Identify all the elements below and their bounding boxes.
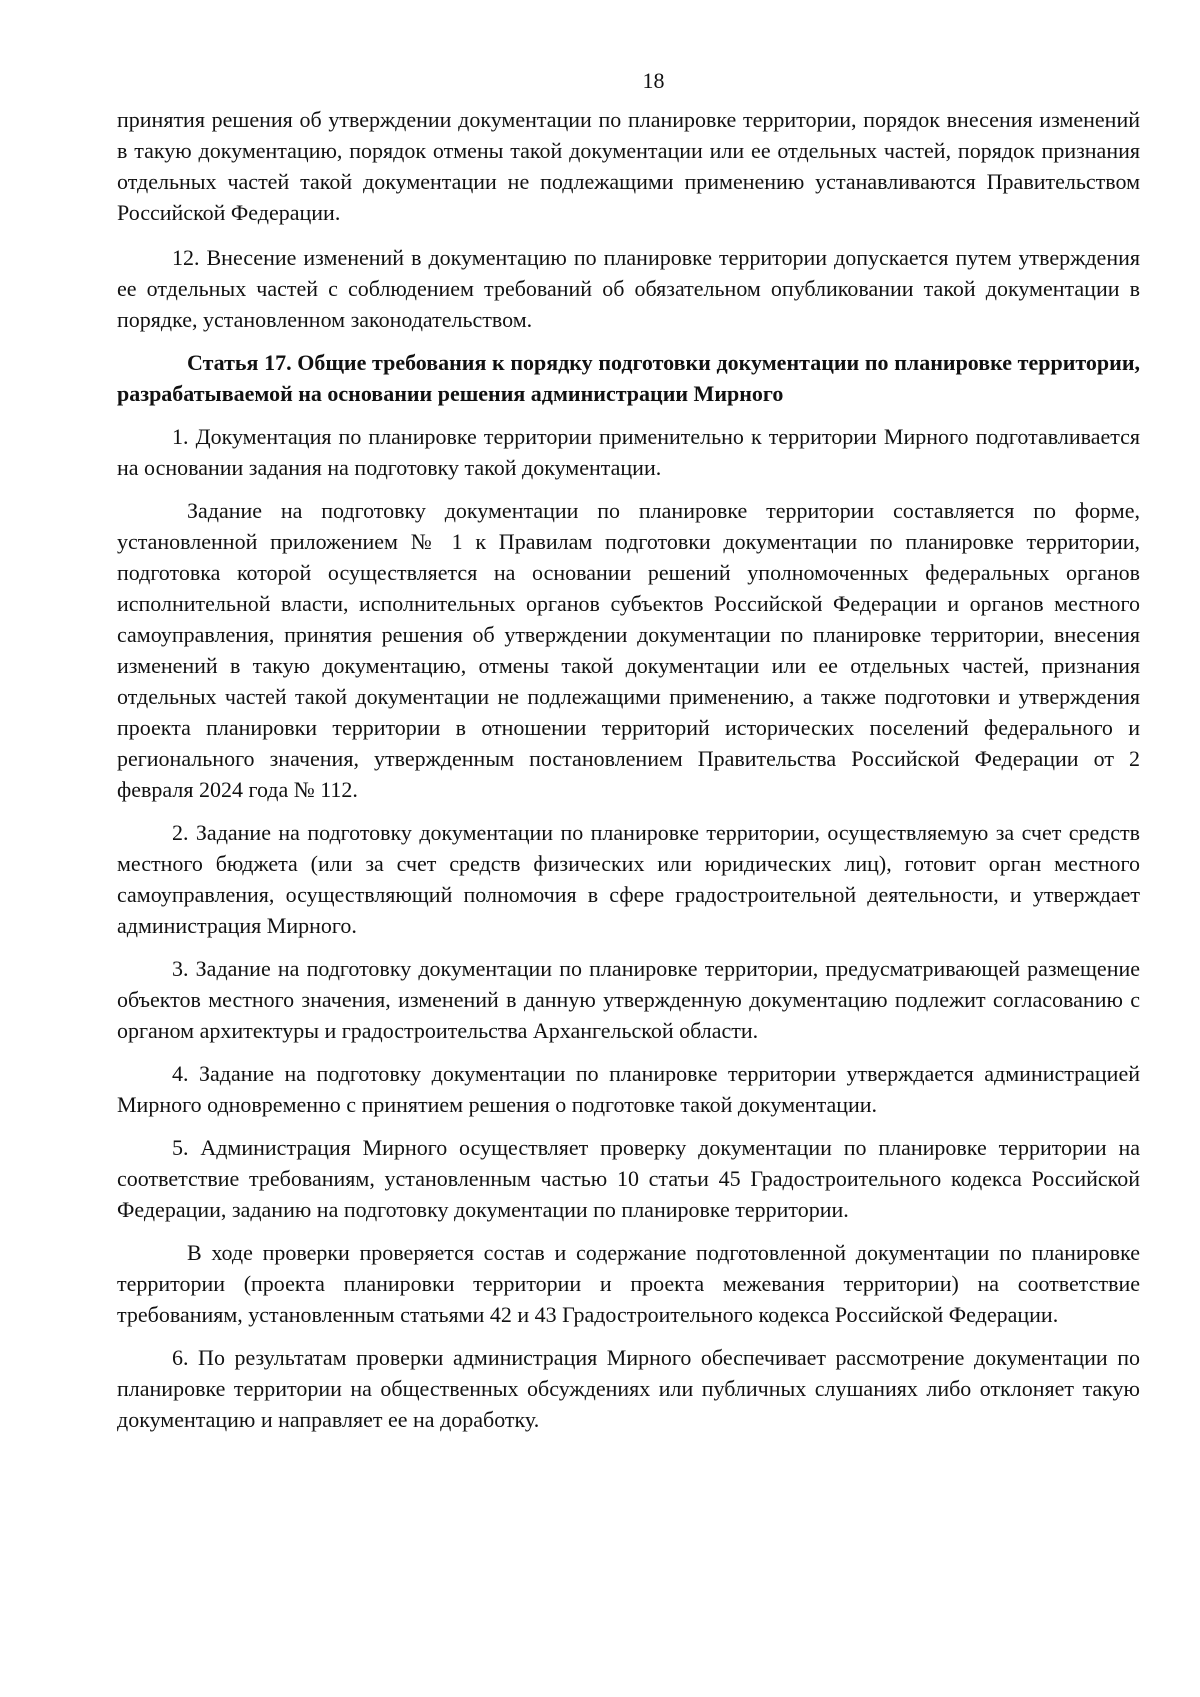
paragraph-2: 2. Задание на подготовку документации по планировке территории, осуществляемую за счет средств местного бюджета (или за счет средств физических или юридических лиц), готовит орган местного самоуправления, осуществляющий полномочия в сфере градостроительной деятельности, и утверждает администрация Мирного. [117, 820, 1140, 938]
paragraph-1-assignment-form: Задание на подготовку документации по планировке территории составляется по форме, установленной приложением № 1 к Правилам подготовки документации по планировке территории, подготовка которой осуществляется на основании решений уполномоченных федеральных органов исполнительной власти, исполнительных органов субъектов Российской Федерации и органов местного самоуправления, принятия решения об утверждении документации по планировке территории, внесения изменений в такую документацию, отмены такой документации или ее отдельных частей, признания отдельных частей такой документации не подлежащими применению, а также подготовки и утверждения проекта планировки территории в отношении территорий исторических поселений федерального и регионального значения, утвержденным постановлением Правительства Российской Федерации от 2 февраля 2024 года № 112. [117, 498, 1140, 802]
paragraph-1: 1. Документация по планировке территории применительно к территории Мирного подготавливается на основании задания на подготовку такой документации. [117, 424, 1140, 480]
article-17-heading: Статья 17. Общие требования к порядку подготовки документации по планировке территории, разрабатываемой на основании решения администрации Мирного [117, 350, 1140, 406]
paragraph-5: 5. Администрация Мирного осуществляет проверку документации по планировке территории на соответствие требованиям, установленным частью 10 статьи 45 Градостроительного кодекса Российской Федерации, заданию на подготовку документации по планировке территории. [117, 1135, 1140, 1222]
paragraph-5-verification: В ходе проверки проверяется состав и содержание подготовленной документации по планировке территории (проекта планировки территории и проекта межевания территории) на соответствие требованиям, установленным статьями 42 и 43 Градостроительного кодекса Российской Федерации. [117, 1240, 1140, 1327]
paragraph-6: 6. По результатам проверки администрация Мирного обеспечивает рассмотрение документации по планировке территории на общественных обсуждениях или публичных слушаниях либо отклоняет такую документацию и направляет ее на доработку. [117, 1345, 1140, 1432]
paragraph-12: 12. Внесение изменений в документацию по планировке территории допускается путем утверждения ее отдельных частей с соблюдением требований об обязательном опубликовании такой документации в порядке, установленном законодательством. [117, 245, 1140, 332]
paragraph-continuation: принятия решения об утверждении документации по планировке территории, порядок внесения изменений в такую документацию, порядок отмены такой документации или ее отдельных частей, порядок признания отдельных частей такой документации не подлежащими применению устанавливаются Правительством Российской Федерации. [117, 107, 1140, 225]
paragraph-4: 4. Задание на подготовку документации по планировке территории утверждается администрацией Мирного одновременно с принятием решения о подготовке такой документации. [117, 1061, 1140, 1117]
paragraph-3: 3. Задание на подготовку документации по планировке территории, предусматривающей размещение объектов местного значения, изменений в данную утвержденную документацию подлежит согласованию с органом архитектуры и градостроительства Архангельской области. [117, 956, 1140, 1043]
page-number: 18 [642, 68, 665, 93]
